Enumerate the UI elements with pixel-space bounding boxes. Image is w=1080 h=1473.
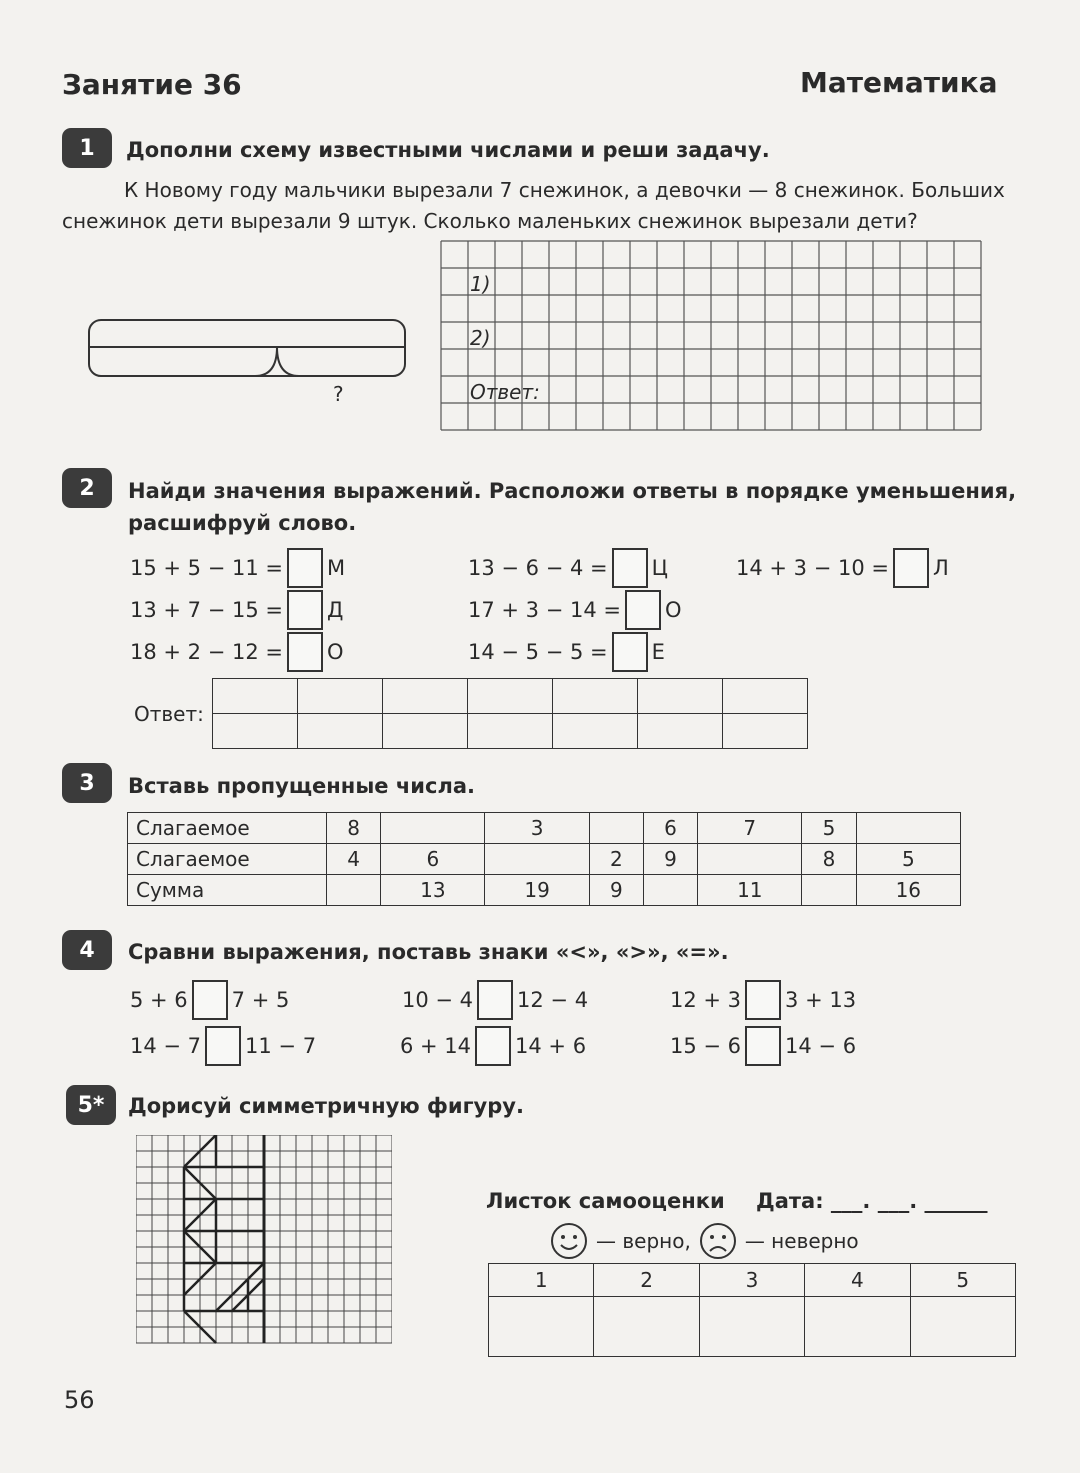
expression-7: 14 − 5 − 5 = Е — [468, 632, 665, 672]
answer-box[interactable] — [287, 590, 323, 630]
expression-4: 13 + 7 − 15 = Д — [130, 590, 343, 630]
self-check-table — [488, 1263, 1016, 1357]
sign-box[interactable] — [745, 1026, 781, 1066]
self-check-title: Листок самооценки — [486, 1189, 725, 1213]
lesson-title: Занятие 36 — [62, 68, 242, 101]
self-check-legend — [550, 1222, 859, 1260]
smiley-sad-icon — [699, 1222, 737, 1260]
comparison-6: 15 − 6 14 − 6 — [670, 1026, 856, 1066]
task-number-3: 3 — [62, 763, 112, 803]
comparison-4: 14 − 7 11 − 7 — [130, 1026, 316, 1066]
task5-title: Дорисуй симметричную фигуру. — [128, 1094, 524, 1118]
subject-title: Математика — [800, 66, 998, 99]
answer-box[interactable] — [893, 548, 929, 588]
expression-3: 14 + 3 − 10 = Л — [736, 548, 949, 588]
sign-box[interactable] — [477, 980, 513, 1020]
sign-box[interactable] — [745, 980, 781, 1020]
task1-title: Дополни схему известными числами и реши задачу. — [126, 138, 770, 162]
scheme-diagram — [85, 310, 415, 400]
answer-box[interactable] — [287, 632, 323, 672]
task-number-1: 1 — [62, 128, 112, 168]
task4-title: Сравни выражения, поставь знаки «<», «>», «=». — [128, 940, 729, 964]
answer-box[interactable] — [625, 590, 661, 630]
task-number-4: 4 — [62, 930, 112, 970]
task2-answer-label: Ответ: — [134, 702, 204, 726]
page-number: 56 — [64, 1386, 95, 1414]
answer-box[interactable] — [612, 632, 648, 672]
task1-text-line1: К Новому году мальчики вырезали 7 снежинок, а девочки — 8 снежинок. Больших — [124, 178, 1005, 202]
task3-title: Вставь пропущенные числа. — [128, 774, 475, 798]
task2-title-line1: Найди значения выражений. Расположи ответы в порядке уменьшения, — [128, 479, 1017, 503]
addition-table — [127, 812, 961, 906]
scheme-question-mark: ? — [333, 382, 344, 406]
table-row: 1 2 3 4 5 — [489, 1264, 1016, 1297]
expression-6: 18 + 2 − 12 = О — [130, 632, 344, 672]
expression-2: 13 − 6 − 4 = Ц — [468, 548, 668, 588]
half-figure — [184, 1135, 264, 1343]
comparison-3: 12 + 3 3 + 13 — [670, 980, 856, 1020]
solution-step-1: 1) — [470, 272, 491, 296]
task2-title-line2: расшифруй слово. — [128, 511, 357, 535]
comparison-2: 10 − 4 12 − 4 — [402, 980, 588, 1020]
solution-step-2: 2) — [470, 326, 491, 350]
expression-1: 15 + 5 − 11 = М — [130, 548, 345, 588]
sign-box[interactable] — [205, 1026, 241, 1066]
task-number-5: 5* — [66, 1085, 116, 1125]
answer-box[interactable] — [287, 548, 323, 588]
smiley-happy-icon — [550, 1222, 588, 1260]
task2-answer-table[interactable] — [212, 678, 808, 749]
answer-box[interactable] — [612, 548, 648, 588]
symmetry-grid[interactable] — [136, 1135, 392, 1345]
expression-5: 17 + 3 − 14 = О — [468, 590, 682, 630]
solution-answer-label: Ответ: — [470, 380, 540, 404]
comparison-5: 6 + 14 14 + 6 — [400, 1026, 586, 1066]
table-row: Сумма 13 19 9 11 16 — [128, 875, 961, 906]
sign-box[interactable] — [475, 1026, 511, 1066]
task1-text-line2: снежинок дети вырезали 9 штук. Сколько маленьких снежинок вырезали дети? — [62, 209, 918, 233]
self-check-date: Дата: ___. ___. ______ — [756, 1189, 988, 1213]
legend-incorrect: — неверно — [744, 1229, 859, 1253]
sign-box[interactable] — [192, 980, 228, 1020]
table-row: Слагаемое 8 3 6 7 5 — [128, 813, 961, 844]
comparison-1: 5 + 6 7 + 5 — [130, 980, 289, 1020]
task-number-2: 2 — [62, 468, 112, 508]
table-row — [489, 1297, 1016, 1357]
table-row: Слагаемое 4 6 2 9 8 5 — [128, 844, 961, 875]
legend-correct: — верно, — [596, 1229, 691, 1253]
